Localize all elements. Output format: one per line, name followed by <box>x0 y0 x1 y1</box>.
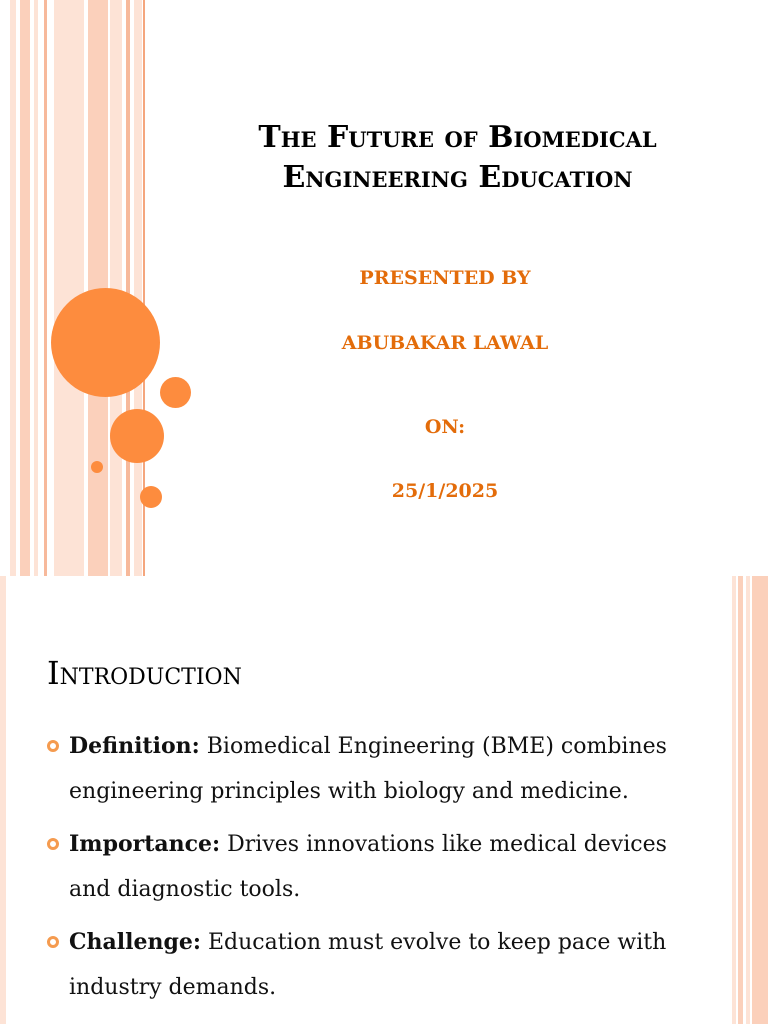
bullet-label: Definition: <box>69 733 200 759</box>
decorative-circle <box>160 377 191 408</box>
decorative-stripe <box>738 576 743 1024</box>
bullet-item-definition <box>47 724 687 814</box>
bullet-item-challenge <box>47 920 687 1010</box>
decorative-stripe <box>44 0 47 576</box>
bullet-text: Drives innovations like medical devices and diagnostic tools. <box>69 832 667 902</box>
presentation-date: 25/1/2025 <box>391 480 499 502</box>
circle-bullet-icon <box>47 936 59 948</box>
decorative-stripe <box>54 0 84 576</box>
introduction-slide <box>0 576 768 1024</box>
decorative-stripe <box>732 576 736 1024</box>
slide-title-line2: Engineering Education <box>282 160 633 195</box>
decorative-stripe <box>752 576 768 1024</box>
decorative-stripe <box>746 576 750 1024</box>
presenter-name: ABUBAKAR LAWAL <box>341 332 549 354</box>
decorative-stripe <box>126 0 130 576</box>
bullet-item-importance <box>47 822 687 912</box>
bullet-label: Challenge: <box>69 929 201 955</box>
bullet-label: Importance: <box>69 831 221 857</box>
decorative-circle <box>110 409 164 463</box>
presented-by-label: PRESENTED BY <box>359 267 531 289</box>
bullet-text: Education must evolve to keep pace with industry demands. <box>69 930 667 1000</box>
circle-bullet-icon <box>47 838 59 850</box>
decorative-circle <box>140 486 162 508</box>
decorative-circle-small <box>91 461 103 473</box>
decorative-stripe <box>134 0 142 576</box>
bullet-text: Biomedical Engineering (BME) combines engineering principles with biology and medicine. <box>69 734 667 804</box>
decorative-circle-large <box>51 288 160 397</box>
slide-title-line1: The Future of Biomedical <box>258 120 657 155</box>
decorative-stripe <box>20 0 30 576</box>
slide-heading: Introduction <box>47 654 242 692</box>
slide-title <box>200 118 715 198</box>
circle-bullet-icon <box>47 740 59 752</box>
date-label: ON: <box>424 416 466 438</box>
decorative-stripe <box>34 0 38 576</box>
decorative-stripe <box>0 576 6 1024</box>
bullet-list <box>47 724 687 1018</box>
decorative-stripe <box>10 0 16 576</box>
